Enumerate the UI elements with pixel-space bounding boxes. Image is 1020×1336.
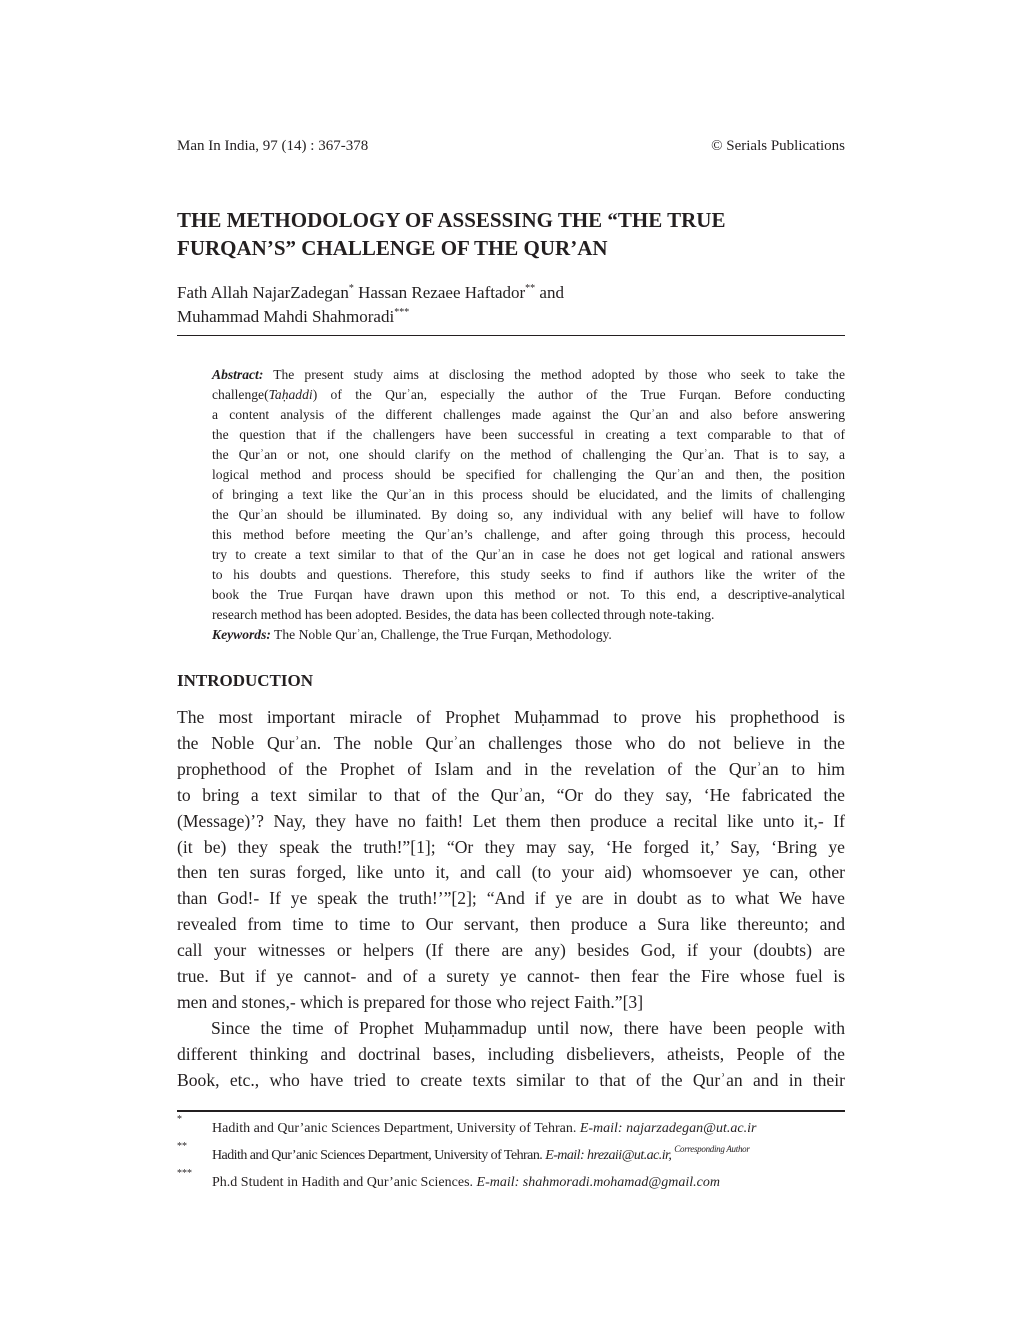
abstract-line: of bringing a text like the Qurʾan in this process should be elucidated, and the limits of challenging (212, 487, 845, 502)
body-line: call your witnesses or helpers (If there are any) besides God, if your (doubts) are (177, 940, 845, 961)
body-line: (it be) they speak the truth!”[1]; “Or they may say, ‘He forged it,’ Say, ‘Bring ye (177, 836, 845, 857)
keywords-label: Keywords: (212, 627, 271, 642)
header-divider (177, 335, 845, 336)
footnote-1-email: E-mail: najarzadegan@ut.ac.ir (579, 1121, 757, 1136)
author-conjunction: and (535, 283, 564, 302)
abstract-line: this method before meeting the Qurʾan’s challenge, and after going through this process, hecould (212, 527, 845, 542)
footnote-1 (177, 1114, 845, 1144)
body-line: different thinking and doctrinal bases, including disbelievers, atheists, People of the (177, 1043, 845, 1064)
abstract-line: to his doubts and questions. Therefore, this study seeks to find if authors like the writer of the (212, 567, 845, 582)
body-line: prophethood of the Prophet of Islam and in the revelation of the Qurʾan to him (177, 758, 845, 779)
author-3-footnote-mark: *** (394, 307, 410, 318)
section-heading-introduction: INTRODUCTION (177, 671, 314, 690)
abstract-line: the question that if the challengers have been successful in creating a text comparable to that of (212, 427, 845, 442)
author-1-footnote-mark: * (348, 283, 354, 294)
footnote-3-mark: *** (177, 1168, 192, 1179)
publisher-copyright: © Serials Publications (711, 138, 845, 154)
footnote-3-email: E-mail: shahmoradi.mohamad@gmail.com (476, 1175, 721, 1190)
body-line: to bring a text similar to that of the Qurʾan, “Or do they say, ‘He fabricated the (177, 784, 845, 805)
paper-title (177, 206, 845, 262)
keywords-line (212, 625, 845, 645)
footnote-1-affiliation: Hadith and Qur’anic Sciences Department, University of Tehran. (212, 1121, 580, 1136)
body-line: the Noble Qurʾan. The noble Qurʾan challenges those who do not believe in the (177, 732, 845, 753)
abstract-line: logical method and process should be specified for challenging the Qurʾan and then, the position (212, 467, 845, 482)
introduction-body (177, 705, 845, 1094)
footnote-2-mark: ** (177, 1141, 187, 1152)
footnote-divider (177, 1110, 845, 1112)
body-line: than God!- If ye speak the truth!’”[2]; “And if ye are in doubt as to what We have (177, 888, 845, 909)
body-line: then ten suras forged, like unto it, and call (to your aid) whomsoever ye can, other (177, 862, 845, 883)
body-line: revealed from time to time to Our servant, then produce a Sura like thereunto; and (177, 914, 845, 935)
body-line: (Message)’? Nay, they have no faith! Let them then produce a recital like unto it,- If (177, 810, 845, 831)
paper-title-line-2: FURQAN’S” CHALLENGE OF THE QUR’AN (177, 236, 608, 260)
author-1: Fath Allah NajarZadegan (177, 283, 349, 302)
author-list (177, 281, 845, 329)
footnote-3-affiliation: Ph.d Student in Hadith and Qur’anic Sciences. (212, 1175, 477, 1190)
author-2: Hassan Rezaee Haftador (353, 283, 526, 302)
abstract-line: Abstract: The present study aims at disclosing the method adopted by those who seek to take the (212, 367, 845, 382)
abstract-label: Abstract: (212, 367, 264, 382)
corresponding-author-note: Corresponding Author (674, 1144, 750, 1154)
body-line: The most important miracle of Prophet Muḥammad to prove his prophethood is (177, 707, 845, 727)
abstract-line: the Qurʾan or not, one should clarify on the method of challenging the Qurʾan. That is to say, a (212, 447, 845, 462)
body-line: Since the time of Prophet Muḥammadup until now, there have been people with (211, 1017, 845, 1038)
abstract-line: the Qurʾan should be illuminated. By doing so, any individual with any belief will have to follow (212, 507, 845, 522)
footnote-1-mark: * (177, 1114, 182, 1125)
abstract-line: a content analysis of the different challenges made against the Qurʾan and also before answering (212, 407, 845, 422)
author-line-2 (177, 305, 845, 329)
paper-title-line-1: THE METHODOLOGY OF ASSESSING THE “THE TRUE (177, 208, 726, 232)
abstract-line: try to create a text similar to that of the Qurʾan in case he does not get logical and rational answers (212, 547, 845, 562)
abstract-line: research method has been adopted. Besides, the data has been collected through note-taking. (212, 607, 715, 622)
author-line-1 (177, 281, 845, 305)
abstract-block (212, 365, 845, 645)
footnote-2-email: E-mail: hrezaii@ut.ac.ir, (545, 1148, 672, 1163)
abstract-line: book the True Furqan have drawn upon this method or not. To this end, a descriptive-analytical (212, 587, 845, 602)
running-head (177, 138, 845, 155)
body-line: men and stones,- which is prepared for those who reject Faith.”[3] (177, 991, 644, 1012)
footnote-2 (177, 1141, 845, 1171)
author-2-footnote-mark: ** (525, 283, 536, 294)
journal-citation: Man In India, 97 (14) : 367-378 (177, 138, 369, 154)
footnote-2-affiliation: Hadith and Qur’anic Sciences Department, University of Tehran. (212, 1148, 546, 1163)
footnote-3 (177, 1168, 845, 1198)
author-3: Muhammad Mahdi Shahmoradi (177, 307, 395, 326)
footnotes (177, 1114, 845, 1198)
body-line: Book, etc., who have tried to create texts similar to that of the Qurʾan and in their (177, 1069, 845, 1090)
keywords-text: The Noble Qurʾan, Challenge, the True Furqan, Methodology. (270, 627, 612, 642)
abstract-line: challenge(Taḥaddi) of the Qurʾan, especially the author of the True Furqan. Before conducting (212, 387, 845, 402)
body-line: true. But if ye cannot- and of a surety ye cannot- then fear the Fire whose fuel is (177, 966, 845, 987)
